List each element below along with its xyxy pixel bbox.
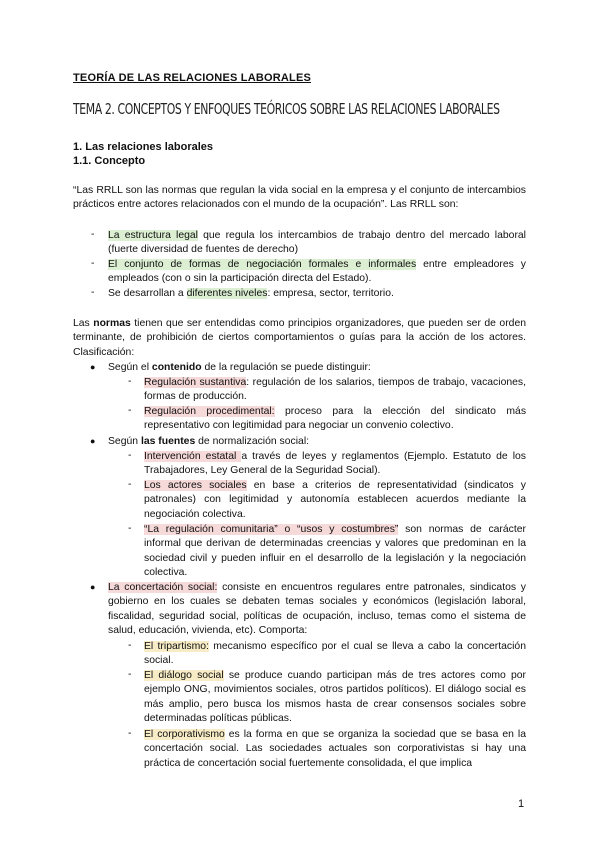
list-item-text: : regulación de los salarios, tiempos de trabajo, vacaciones, formas de producción. bbox=[144, 377, 526, 403]
bullet-text: de normalización social: bbox=[195, 436, 310, 447]
bullet-text: de la regulación se puede distinguir: bbox=[201, 362, 371, 373]
sub-list-item bbox=[144, 376, 526, 405]
list-item-text: son normas de carácter informal que derivan de determinadas creencias y valores que predominan en la sociedad civil y pueden influir en el desarrollo de la legislación y la negociación colectiva. bbox=[144, 524, 526, 579]
list-item-text: entre empleadores y empleados (con o sin la participación directa del Estado). bbox=[108, 259, 526, 285]
bullet-marker: ● bbox=[90, 362, 96, 372]
list-item-text: a través de leyes y reglamentos (Ejemplo. Estatuto de los Trabajadores, Ley General de la Seguridad Social). bbox=[144, 451, 526, 477]
highlight: diferentes niveles bbox=[186, 288, 268, 299]
sub-list-item bbox=[144, 450, 526, 479]
list-item bbox=[108, 229, 526, 258]
topic-title: TEMA 2. CONCEPTOS Y ENFOQUES TEÓRICOS SOBRE LAS RELACIONES LABORALES bbox=[73, 100, 500, 118]
normas-paragraph bbox=[73, 317, 526, 360]
bold-term: contenido bbox=[151, 362, 202, 373]
highlight: El tripartismo: bbox=[144, 641, 209, 652]
page-number: 1 bbox=[518, 798, 525, 810]
dash-marker: - bbox=[128, 640, 132, 651]
sub-list-item bbox=[144, 523, 526, 581]
bullet-text: Según bbox=[108, 436, 141, 447]
highlight: “La regulación comunitaria” o “usos y costumbres” bbox=[144, 524, 399, 535]
bullet-text: consiste en encuentros regulares entre patronales, sindicatos y gobierno en los cuales se debaten temas sociales y económicos (legislación laboral, fiscalidad, seguridad social, políticas de ocupación, incluso, temas como el sistema de salud, educación, vivienda, etc). Comporta: bbox=[108, 582, 526, 637]
dash-marker: - bbox=[128, 450, 132, 461]
sub-list-item bbox=[144, 728, 526, 771]
list-item-text: se produce cuando participan más de tres actores como por ejemplo ONG, movimientos sociales, otros partidos políticos). El diálogo social es más amplio, pero busca los mismos hasta de crear consensos sociales sobre determinadas políticas públicas. bbox=[144, 670, 526, 725]
list-item-text: mecanismo específico por el cual se lleva a cabo la concertación social. bbox=[144, 641, 526, 667]
dash-marker: - bbox=[128, 405, 132, 416]
highlight: La estructura legal bbox=[108, 230, 198, 241]
list-item-text: : empresa, sector, territorio. bbox=[267, 288, 394, 299]
highlight: Regulación procedimental: bbox=[144, 406, 275, 417]
sub-list-item bbox=[144, 479, 526, 522]
list-item-text: en base a criterios de representatividad (sindicatos y patronales) con legitimidad y autonomía establecen acuerdos mediante la negociación colectiva. bbox=[144, 480, 527, 520]
sub-list-item bbox=[144, 669, 526, 727]
bullet-text: Según el bbox=[108, 362, 152, 373]
section-heading: 1. Las relaciones laborales bbox=[73, 141, 214, 153]
highlight: Regulación sustantiva bbox=[144, 377, 247, 388]
list-item bbox=[108, 287, 526, 301]
bullet-item bbox=[108, 435, 526, 449]
intro-paragraph: “Las RRLL son las normas que regulan la vida social en la empresa y el conjunto de intercambios prácticos entre actores relacionados con el mundo de la ocupación”. Las RRLL son: bbox=[73, 185, 526, 211]
bold-term: las fuentes bbox=[140, 436, 196, 447]
list-item-text: Se desarrollan a bbox=[108, 288, 187, 299]
dash-marker: - bbox=[128, 479, 132, 490]
document-header: TEORÍA DE LAS RELACIONES LABORALES bbox=[73, 72, 312, 84]
list-item-text: que regula los intercambios de trabajo dentro del mercado laboral (fuerte diversidad de fuentes de derecho) bbox=[108, 230, 526, 256]
bullet-marker: ● bbox=[90, 436, 96, 446]
highlight: El conjunto de formas de negociación formales e informales bbox=[108, 259, 417, 270]
paragraph-text: tienen que ser entendidas como principios organizadores, que pueden ser de orden terminante, de prohibición de ciertos comportamientos o guías para la acción de los actores. Clasificación: bbox=[73, 318, 526, 358]
paragraph-text: Las bbox=[73, 318, 94, 329]
dash-marker: - bbox=[91, 258, 95, 269]
highlight: El diálogo social bbox=[144, 670, 224, 681]
bullet-marker: ● bbox=[90, 582, 96, 592]
highlight: La concertación social: bbox=[108, 582, 218, 593]
bullet-item bbox=[108, 581, 526, 639]
highlight: El corporativismo bbox=[144, 729, 225, 740]
list-item bbox=[108, 258, 526, 287]
subsection-heading: 1.1. Concepto bbox=[73, 155, 146, 167]
list-item-text: es la forma en que se organiza la sociedad que se basa en la concertación social. Las sociedades actuales son corporativistas si hay una práctica de concertación social fuertemente consolidada, el que implica bbox=[144, 729, 526, 769]
dash-marker: - bbox=[128, 728, 132, 739]
highlight: Intervención estatal bbox=[144, 451, 242, 462]
sub-list-item bbox=[144, 405, 526, 434]
dash-marker: - bbox=[91, 287, 95, 298]
list-item-text: proceso para la elección del sindicato más representativo con legitimidad para negociar un convenio colectivo. bbox=[144, 406, 527, 432]
bullet-item bbox=[108, 361, 526, 375]
bold-term: normas bbox=[93, 318, 131, 329]
dash-marker: - bbox=[91, 229, 95, 240]
dash-marker: - bbox=[128, 669, 132, 680]
dash-marker: - bbox=[128, 376, 132, 387]
highlight: Los actores sociales bbox=[144, 480, 247, 491]
sub-list-item bbox=[144, 640, 526, 669]
dash-marker: - bbox=[128, 523, 132, 534]
